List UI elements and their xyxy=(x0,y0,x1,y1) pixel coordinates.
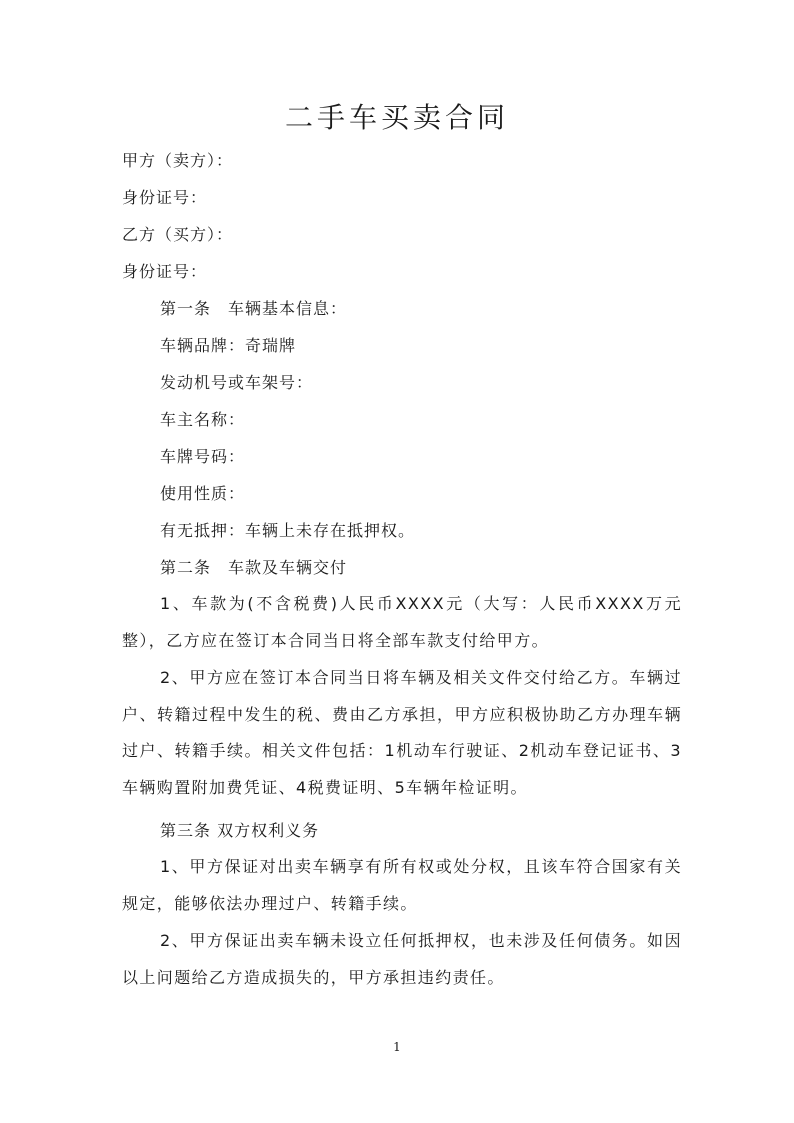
page-number: 1 xyxy=(393,1040,401,1054)
plate-number: 车牌号码： xyxy=(160,447,246,466)
article1-heading: 第一条 车辆基本信息： xyxy=(160,299,348,318)
article2-paragraph-1: 1、车款为(不含税费)人民币XXXX元（大写：人民币XXXX万元整），乙方应在签订本合同当日将全部车款支付给甲方。 xyxy=(122,594,682,650)
article3-paragraph-1: 1、甲方保证对出卖车辆享有所有权或处分权，且该车符合国家有关规定，能够依法办理过户、转籍手续。 xyxy=(122,857,682,913)
article3-heading: 第三条 双方权利义务 xyxy=(160,821,320,840)
engine-or-vin: 发动机号或车架号： xyxy=(160,373,314,392)
mortgage-status: 有无抵押：车辆上未存在抵押权。 xyxy=(160,521,416,540)
article2-paragraph-2: 2、甲方应在签订本合同当日将车辆及相关文件交付给乙方。车辆过户、转籍过程中发生的税、费由乙方承担，甲方应积极协助乙方办理车辆过户、转籍手续。相关文件包括：1机动车行驶证、2机动车登记证书、3车辆购置附加费凭证、4税费证明、5车辆年检证明。 xyxy=(122,668,682,797)
usage-type: 使用性质： xyxy=(160,484,246,503)
article3-paragraph-2: 2、甲方保证出卖车辆未设立任何抵押权，也未涉及任何债务。如因以上问题给乙方造成损失的，甲方承担违约责任。 xyxy=(122,931,682,987)
party-b-label: 乙方（买方）： xyxy=(122,225,234,244)
party-a-id-label: 身份证号： xyxy=(122,188,208,207)
document-title: 二手车买卖合同 xyxy=(284,101,509,134)
party-a-label: 甲方（卖方）： xyxy=(122,151,234,170)
owner-name: 车主名称： xyxy=(160,410,246,429)
vehicle-brand: 车辆品牌：奇瑞牌 xyxy=(160,336,297,355)
party-b-id-label: 身份证号： xyxy=(122,262,208,281)
article2-heading: 第二条 车款及车辆交付 xyxy=(160,558,348,577)
